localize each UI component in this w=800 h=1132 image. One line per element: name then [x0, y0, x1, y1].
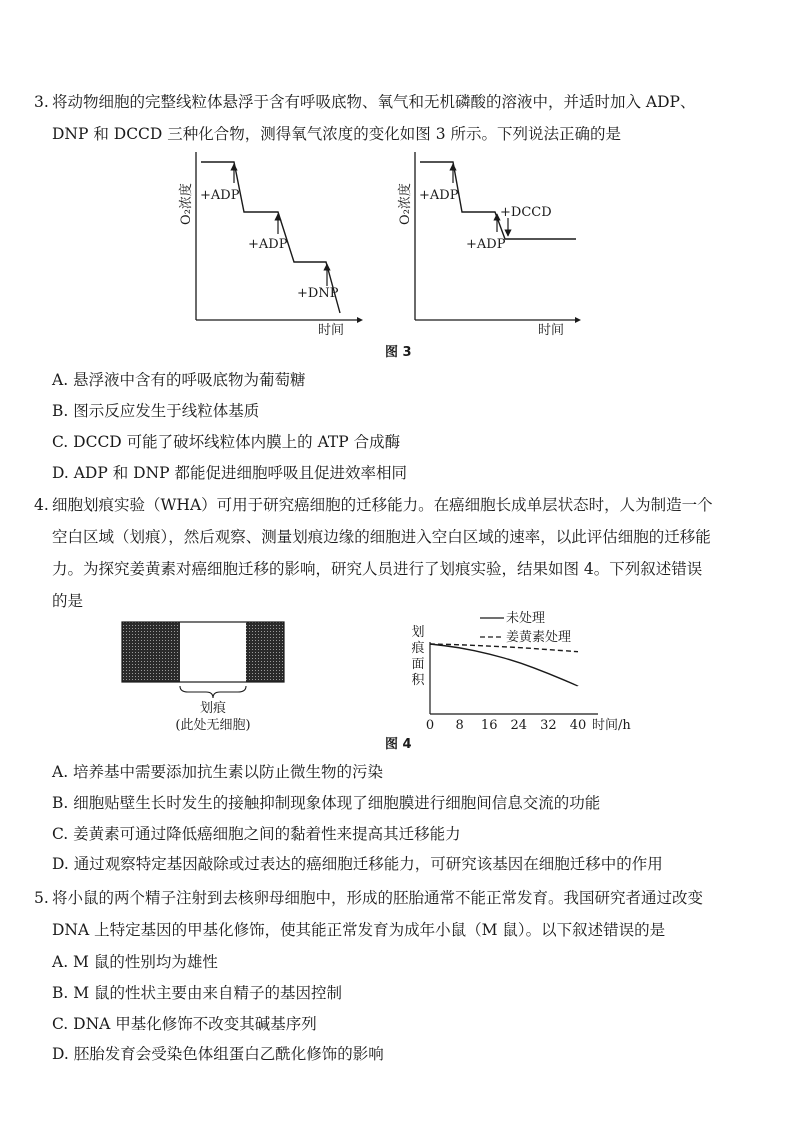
annotation-add-adp: +ADP: [419, 188, 459, 203]
legend-untreated: 未处理: [506, 611, 546, 626]
figure-3: [0, 150, 800, 350]
figure-4-chart: [400, 602, 660, 742]
option-b: B. 图示反应发生于线粒体基质: [52, 402, 260, 420]
stem-text: 细胞划痕实验（WHA）可用于研究癌细胞的迁移能力。在癌细胞长成单层状态时，人为制造一个: [52, 496, 713, 514]
annotation-add-dccd: +DCCD: [500, 205, 552, 220]
annotation-add-adp: +ADP: [200, 188, 240, 203]
scratch-area: [180, 622, 246, 682]
figure-3-right-panel: [397, 152, 581, 338]
question-number: 3.: [34, 93, 49, 111]
y-axis-label: [411, 624, 425, 688]
y-axis-label-char: 面: [411, 657, 425, 672]
cell-monolayer-left: [122, 622, 180, 682]
y-axis-label-char: 积: [411, 673, 425, 688]
stem-text: DNP 和 DCCD 三种化合物，测得氧气浓度的变化如图 3 所示。下列说法正确的是: [52, 125, 621, 143]
stem-text: 空白区域（划痕），然后观察、测量划痕边缘的细胞进入空白区域的速率，以此评估细胞的迁移能: [52, 528, 711, 546]
annotation-add-adp: +ADP: [466, 237, 506, 252]
x-axis-label: 时间/h: [592, 718, 631, 733]
option-d: D. 胚胎发育会受染色体组蛋白乙酰化修饰的影响: [52, 1045, 384, 1063]
y-axis-label-char: 划: [411, 625, 425, 640]
question-4-stem: [34, 489, 774, 617]
question-number: 4.: [34, 496, 49, 514]
x-tick-label: 24: [510, 718, 528, 733]
annotation-add-adp: +ADP: [248, 237, 288, 252]
stem-text: 将动物细胞的完整线粒体悬浮于含有呼吸底物、氧气和无机磷酸的溶液中，并适时加入 ADP、: [52, 93, 696, 111]
question-number: 5.: [34, 889, 49, 907]
option-c: C. 姜黄素可通过降低癌细胞之间的黏着性来提高其迁移能力: [52, 825, 461, 843]
legend-curcumin: 姜黄素处理: [506, 630, 572, 645]
x-axis-label: 时间: [538, 323, 565, 338]
stem-text: 将小鼠的两个精子注射到去核卵母细胞中，形成的胚胎通常不能正常发育。我国研究者通过改变: [52, 889, 704, 907]
option-d: D. 通过观察特定基因敲除或过表达的癌细胞迁移能力，可研究该基因在细胞迁移中的作用: [52, 855, 663, 873]
scratch-label: 划痕: [199, 701, 227, 716]
option-a: A. 悬浮液中含有的呼吸底物为葡萄糖: [52, 371, 306, 389]
legend: [480, 610, 571, 645]
option-d: D. ADP 和 DNP 都能促进细胞呼吸且促进效率相同: [52, 464, 407, 482]
cell-monolayer-right: [246, 622, 284, 682]
y-axis-label: O₂浓度: [179, 183, 194, 225]
y-axis-label: O₂浓度: [398, 183, 413, 225]
question-3-stem: [34, 86, 774, 150]
option-a: A. M 鼠的性别均为雄性: [52, 953, 218, 971]
option-b: B. 细胞贴壁生长时发生的接触抑制现象体现了细胞膜进行细胞间信息交流的功能: [52, 794, 601, 812]
annotation-add-dnp: +DNP: [297, 286, 339, 301]
y-axis-label-char: 痕: [411, 641, 425, 656]
series-line-untreated: [430, 644, 578, 686]
scratch-diagram: [110, 612, 310, 742]
stem-text: DNA 上特定基因的甲基化修饰，使其能正常发育为成年小鼠（M 鼠）。以下叙述错误的是: [52, 921, 666, 939]
question-5-stem: [34, 882, 774, 946]
series-line-curcumin: [430, 644, 578, 652]
option-c: C. DNA 甲基化修饰不改变其碱基序列: [52, 1015, 317, 1033]
option-b: B. M 鼠的性状主要由来自精子的基因控制: [52, 984, 343, 1002]
figure-caption: 图 3: [385, 345, 412, 360]
x-tick-label: 40: [569, 718, 587, 733]
scratch-note: (此处无细胞): [175, 718, 251, 733]
x-tick-label: 16: [480, 718, 498, 733]
figure-caption: 图 4: [385, 737, 412, 752]
stem-text: 力。为探究姜黄素对癌细胞迁移的影响，研究人员进行了划痕实验，结果如图 4。下列叙述错误: [52, 560, 703, 578]
x-tick-label: 8: [455, 718, 464, 733]
figure-3-left-panel: [178, 152, 363, 338]
x-tick-label: 0: [425, 718, 435, 733]
x-tick-label: 32: [540, 718, 557, 733]
option-c: C. DCCD 可能了破坏线粒体内膜上的 ATP 合成酶: [52, 433, 401, 451]
option-a: A. 培养基中需要添加抗生素以防止微生物的污染: [52, 763, 384, 781]
x-axis-label: 时间: [318, 323, 345, 338]
stem-text: 的是: [52, 592, 84, 610]
